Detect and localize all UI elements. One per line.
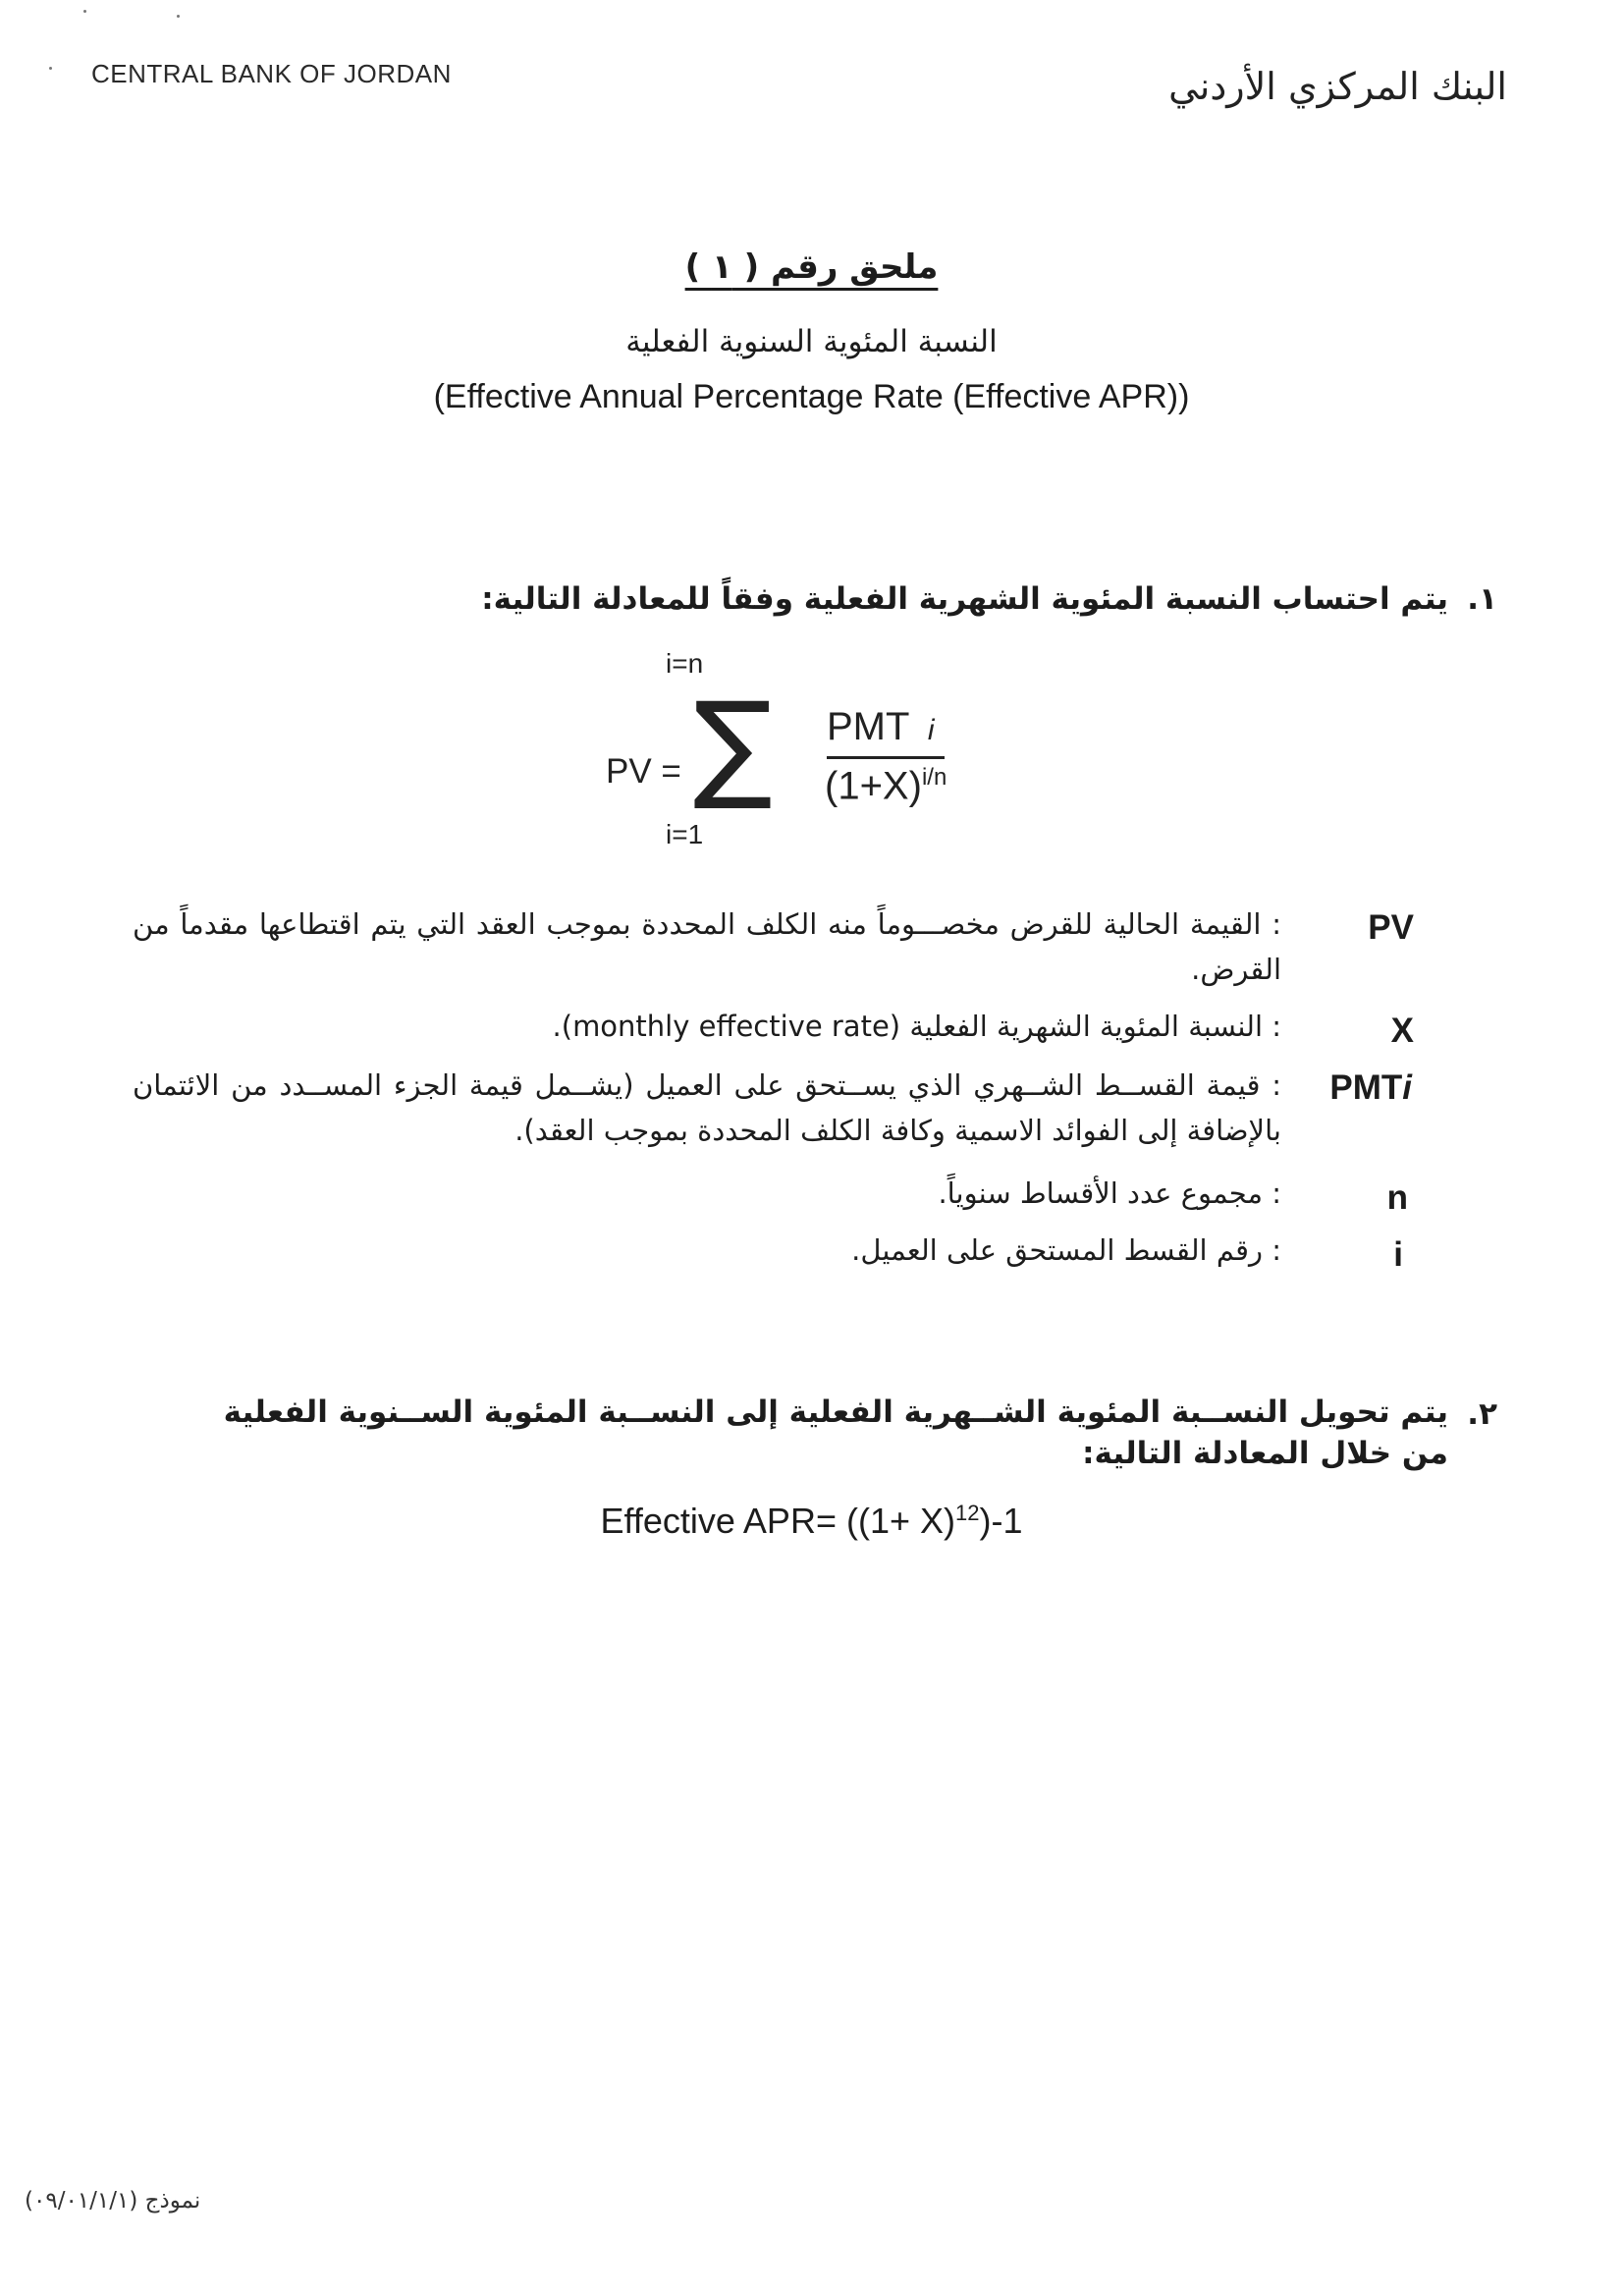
pmt-symbol-text: PMT (1329, 1068, 1403, 1107)
def-text-n: : مجموع عدد الأقساط سنوياً. (938, 1176, 1281, 1210)
scan-mark (49, 67, 52, 70)
def-text-i: : رقم القسط المستحق على العميل. (851, 1233, 1281, 1267)
section1-number: ١. (1467, 581, 1497, 617)
def-symbol-n: n (1386, 1178, 1408, 1217)
annex-title (0, 247, 1623, 287)
def-text-pv: : القيمة الحالية للقرض مخصـــوماً منه الكلف المحددة بموجب العقد التي يتم اقتطاعها مقدماً من القرض. (133, 907, 1281, 987)
def-symbol-pmti (1329, 1068, 1412, 1108)
formula-numerator (827, 705, 935, 749)
section1-heading: يتم احتساب النسبة المئوية الشهرية الفعلية وفقاً للمعادلة التالية: (481, 581, 1448, 617)
section2-heading: يتم تحويل النســبة المئوية الشــهرية الفعلية إلى النســبة المئوية الســنوية الفعلية من خلال المعادلة التالية: (223, 1394, 1448, 1471)
form-number: نموذج (٠٩/٠١/١/١) (25, 2188, 201, 2214)
def-text-pmti: : قيمة القســط الشــهري الذي يســتحق على العميل (يشــمل قيمة الجزء المســدد من الائتمان بالإضافة إلى الفوائد الاسمية وكافة الكلف المحددة بموجب العقد). (133, 1068, 1281, 1148)
apr-formula-suffix: )-1 (979, 1501, 1023, 1541)
annex-subtitle-en: (Effective Annual Percentage Rate (Effective APR)) (433, 378, 1190, 415)
scan-mark (83, 10, 86, 13)
annex-subtitle-ar: النسبة المئوية السنوية الفعلية (625, 324, 998, 359)
pmt-symbol-italic: i (1402, 1068, 1412, 1107)
apr-formula-exponent: 12 (955, 1501, 980, 1525)
scan-mark (177, 15, 180, 18)
denominator-text: (1+X) (825, 764, 922, 808)
header-org-ar: البنك المركزي الأردني (1168, 65, 1507, 108)
def-symbol-x: X (1390, 1011, 1414, 1050)
def-symbol-pv: PV (1368, 908, 1414, 947)
sigma-symbol: ∑ (693, 678, 773, 814)
def-text-x: : النسبة المئوية الشهرية الفعلية (monthly effective rate). (552, 1010, 1281, 1043)
denominator-exponent: i/n (921, 764, 947, 791)
fraction-bar (827, 756, 945, 759)
formula-lower-limit: i=1 (666, 819, 704, 849)
numerator-text: PMT (827, 705, 909, 748)
formula-upper-limit: i=n (666, 648, 704, 679)
apr-formula-prefix: Effective APR= ((1+ X) (600, 1501, 955, 1541)
header-org-en: CENTRAL BANK OF JORDAN (91, 59, 452, 88)
annex-title-text: ملحق رقم ( ١ ) (684, 247, 939, 287)
formula-denominator (825, 764, 947, 808)
formula-lhs: PV = (606, 752, 681, 791)
numerator-subscript: i (927, 714, 935, 746)
section2-number: ٢. (1467, 1396, 1497, 1432)
def-symbol-i: i (1393, 1235, 1403, 1274)
effective-apr-formula (0, 1501, 1623, 1542)
